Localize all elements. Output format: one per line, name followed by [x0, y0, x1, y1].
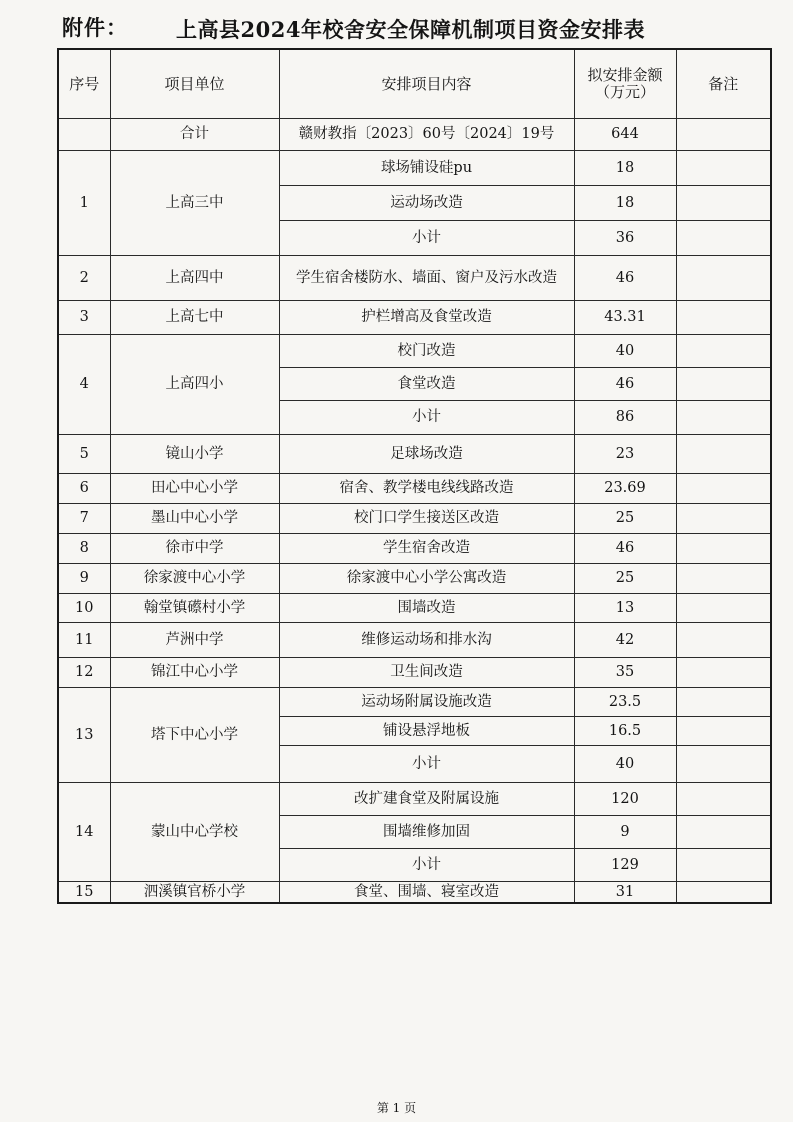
total-no [58, 118, 110, 150]
row-amount: 36 [574, 220, 676, 255]
table-row [58, 300, 771, 334]
row-no: 3 [58, 300, 110, 334]
row-remark [676, 150, 771, 185]
row-remark [676, 657, 771, 687]
row-remark [676, 255, 771, 300]
row-amount: 23 [574, 434, 676, 473]
row-no: 15 [58, 881, 110, 903]
row-remark [676, 815, 771, 848]
row-content: 护栏增高及食堂改造 [279, 300, 574, 334]
row-amount: 120 [574, 782, 676, 815]
row-remark [676, 334, 771, 367]
table-row [58, 255, 771, 300]
total-remark [676, 118, 771, 150]
table-row [58, 782, 771, 815]
row-remark [676, 300, 771, 334]
row-amount: 35 [574, 657, 676, 687]
row-amount: 46 [574, 533, 676, 563]
table-row [58, 334, 771, 367]
table-row [58, 593, 771, 622]
table-row [58, 563, 771, 593]
row-content: 围墙改造 [279, 593, 574, 622]
row-no: 4 [58, 334, 110, 434]
header-no: 序号 [58, 49, 110, 118]
row-content: 食堂、围墙、寝室改造 [279, 881, 574, 903]
row-unit: 徐家渡中心小学 [110, 563, 279, 593]
row-amount: 23.69 [574, 473, 676, 503]
row-no: 8 [58, 533, 110, 563]
row-no: 12 [58, 657, 110, 687]
row-content: 铺设悬浮地板 [279, 716, 574, 745]
row-content: 运动场附属设施改造 [279, 687, 574, 716]
table-row [58, 473, 771, 503]
row-content: 校门口学生接送区改造 [279, 503, 574, 533]
row-remark [676, 563, 771, 593]
row-amount: 86 [574, 400, 676, 434]
row-unit: 塔下中心小学 [110, 687, 279, 782]
row-unit: 上高四中 [110, 255, 279, 300]
row-amount: 16.5 [574, 716, 676, 745]
row-amount: 18 [574, 185, 676, 220]
page-number: 第 1 页 [376, 1101, 417, 1115]
header-content: 安排项目内容 [279, 49, 574, 118]
row-unit: 上高四小 [110, 334, 279, 434]
row-no: 7 [58, 503, 110, 533]
table-row [58, 622, 771, 657]
row-no: 2 [58, 255, 110, 300]
row-content: 小计 [279, 745, 574, 782]
table-row [58, 434, 771, 473]
header-row [58, 49, 771, 118]
row-remark [676, 745, 771, 782]
row-content: 球场铺设硅pu [279, 150, 574, 185]
header-remark: 备注 [676, 49, 771, 118]
row-amount: 40 [574, 745, 676, 782]
row-content: 学生宿舍改造 [279, 533, 574, 563]
header-unit: 项目单位 [110, 49, 279, 118]
row-amount: 25 [574, 503, 676, 533]
row-no: 5 [58, 434, 110, 473]
row-content: 小计 [279, 400, 574, 434]
row-content: 卫生间改造 [279, 657, 574, 687]
table-row [58, 687, 771, 716]
row-content: 食堂改造 [279, 367, 574, 400]
row-unit: 镜山小学 [110, 434, 279, 473]
document-title: 上高县2024年校舍安全保障机制项目资金安排表 [176, 17, 645, 42]
row-remark [676, 687, 771, 716]
row-amount: 129 [574, 848, 676, 881]
row-unit: 芦洲中学 [110, 622, 279, 657]
table-row [58, 503, 771, 533]
row-no: 11 [58, 622, 110, 657]
row-amount: 43.31 [574, 300, 676, 334]
row-unit: 翰堂镇礤村小学 [110, 593, 279, 622]
row-unit: 墨山中心小学 [110, 503, 279, 533]
row-amount: 46 [574, 255, 676, 300]
row-content: 小计 [279, 848, 574, 881]
total-amount: 644 [574, 118, 676, 150]
row-no: 14 [58, 782, 110, 881]
row-remark [676, 593, 771, 622]
allocation-table [57, 48, 772, 904]
row-amount: 13 [574, 593, 676, 622]
row-unit: 上高七中 [110, 300, 279, 334]
row-content: 维修运动场和排水沟 [279, 622, 574, 657]
row-unit: 徐市中学 [110, 533, 279, 563]
attachment-prefix: 附件： [62, 15, 128, 40]
row-remark [676, 220, 771, 255]
row-unit: 蒙山中心学校 [110, 782, 279, 881]
row-remark [676, 503, 771, 533]
row-amount: 18 [574, 150, 676, 185]
row-amount: 40 [574, 334, 676, 367]
row-amount: 46 [574, 367, 676, 400]
row-no: 6 [58, 473, 110, 503]
row-remark [676, 367, 771, 400]
row-content: 围墙维修加固 [279, 815, 574, 848]
row-remark [676, 185, 771, 220]
row-content: 校门改造 [279, 334, 574, 367]
row-content: 足球场改造 [279, 434, 574, 473]
total-row [58, 118, 771, 150]
row-no: 10 [58, 593, 110, 622]
table-row [58, 657, 771, 687]
row-no: 13 [58, 687, 110, 782]
row-remark [676, 533, 771, 563]
header-amount-line2: （万元） [594, 82, 655, 101]
row-unit: 上高三中 [110, 150, 279, 255]
row-remark [676, 881, 771, 903]
total-content: 赣财教指〔2023〕60号〔2024〕19号 [279, 118, 574, 150]
row-unit: 田心中心小学 [110, 473, 279, 503]
row-amount: 9 [574, 815, 676, 848]
row-remark [676, 473, 771, 503]
row-remark [676, 782, 771, 815]
header-amount [574, 49, 676, 118]
row-remark [676, 622, 771, 657]
row-remark [676, 400, 771, 434]
row-content: 学生宿舍楼防水、墙面、窗户及污水改造 [279, 255, 574, 300]
row-unit: 泗溪镇官桥小学 [110, 881, 279, 903]
table-row [58, 533, 771, 563]
row-amount: 23.5 [574, 687, 676, 716]
row-amount: 42 [574, 622, 676, 657]
total-label: 合计 [110, 118, 279, 150]
table-row [58, 881, 771, 903]
row-content: 宿舍、教学楼电线线路改造 [279, 473, 574, 503]
row-content: 徐家渡中心小学公寓改造 [279, 563, 574, 593]
row-remark [676, 716, 771, 745]
table-body [58, 150, 771, 903]
row-content: 运动场改造 [279, 185, 574, 220]
row-no: 1 [58, 150, 110, 255]
row-amount: 25 [574, 563, 676, 593]
row-no: 9 [58, 563, 110, 593]
row-remark [676, 434, 771, 473]
header-amount-line1: 拟安排金额 [587, 65, 663, 84]
table-row [58, 150, 771, 185]
row-remark [676, 848, 771, 881]
row-amount: 31 [574, 881, 676, 903]
row-unit: 锦江中心小学 [110, 657, 279, 687]
row-content: 小计 [279, 220, 574, 255]
row-content: 改扩建食堂及附属设施 [279, 782, 574, 815]
